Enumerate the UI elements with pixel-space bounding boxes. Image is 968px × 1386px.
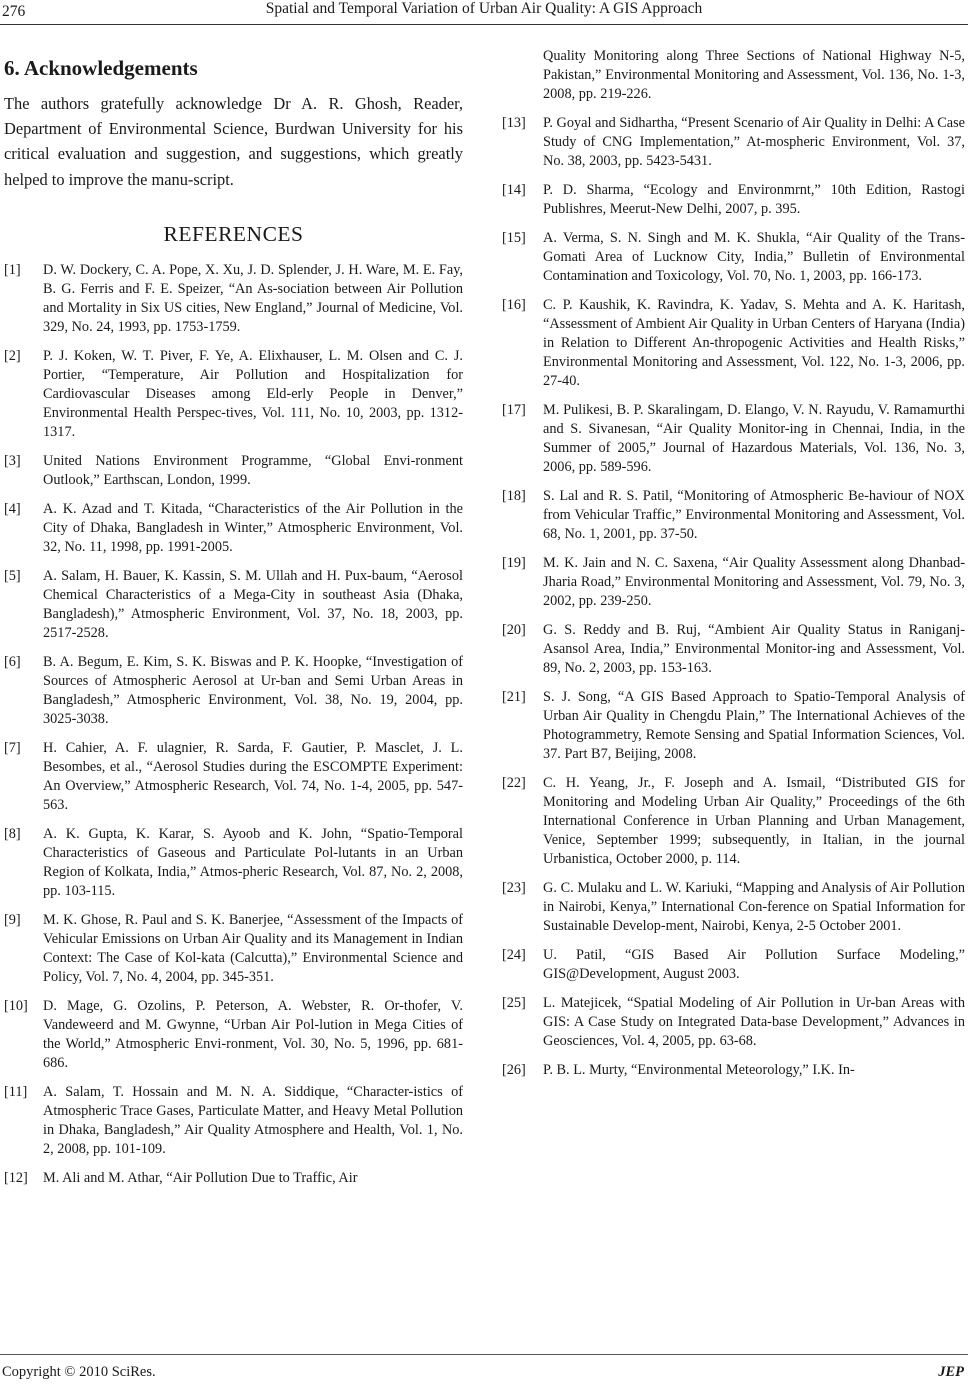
reference-number: [6]	[4, 653, 21, 670]
reference-item	[4, 567, 463, 643]
reference-number: [15]	[502, 230, 526, 246]
footer-journal: JEP	[938, 1364, 964, 1380]
reference-text: M. K. Ghose, R. Paul and S. K. Banerjee, “Assessment of the Impacts of Vehicular Emissions on Urban Air Quality and its Management in Indian Context: The Case of Kol-kata (Calcutta),” Environmental Science and Policy, Vol. 7, No. 4, 2004, pp. 345-351.	[43, 911, 463, 985]
reference-number: [23]	[502, 880, 526, 896]
reference-item	[4, 261, 463, 337]
reference-number: [7]	[4, 739, 21, 756]
reference-item	[502, 554, 965, 611]
reference-text: P. J. Koken, W. T. Piver, F. Ye, A. Elixhauser, L. M. Olsen and C. J. Portier, “Temperature, Air Pollution and Hospitalization for Cardiovascular Diseases among Eld-erly People in Denver,” Environmental Health Perspec-tives, Vol. 111, No. 10, 2003, pp. 1312-1317.	[43, 347, 463, 440]
reference-item	[502, 229, 965, 286]
reference-number: [9]	[4, 911, 21, 928]
reference-text: A. Verma, S. N. Singh and M. K. Shukla, “Air Quality of the Trans-Gomati Area of Lucknow City, India,” Bulletin of Environmental Contamination and Toxicology, Vol. 70, No. 1, 2003, pp. 166-173.	[543, 230, 965, 284]
references-title: REFERENCES	[163, 221, 304, 246]
reference-text: M. Pulikesi, B. P. Skaralingam, D. Elango, V. N. Rayudu, V. Ramamurthi and S. Sivanesan, “Air Quality Monitor-ing in Chennai, India, in the Summer of 2005,” Journal of Hazardous Materials, Vol. 136, No. 3, 2006, pp. 589-596.	[543, 402, 965, 475]
reference-item	[502, 296, 965, 391]
reference-text: L. Matejicek, “Spatial Modeling of Air Pollution in Ur-ban Areas with GIS: A Case Study on Integrated Data-base Development,” Advances in Geosciences, Vol. 4, 2005, pp. 63-68.	[543, 995, 965, 1049]
reference-item	[502, 946, 965, 984]
reference-text: B. A. Begum, E. Kim, S. K. Biswas and P. K. Hoopke, “Investigation of Sources of Atmospheric Aerosol at Ur-ban and Semi Urban Areas in Bangladesh,” Atmospheric Environment, Vol. 38, No. 19, 2004, pp. 3025-3038.	[43, 653, 463, 727]
reference-text: A. Salam, T. Hossain and M. N. A. Siddique, “Character-istics of Atmospheric Trace Gases, Particulate Matter, and Heavy Metal Pollution in Dhaka, Bangladesh,” Air Quality Atmosphere and Health, Vol. 1, No. 2, 2008, pp. 101-109.	[43, 1083, 463, 1157]
reference-item	[4, 1083, 463, 1159]
reference-item	[502, 114, 965, 171]
reference-text: C. P. Kaushik, K. Ravindra, K. Yadav, S. Mehta and A. K. Haritash, “Assessment of Ambient Air Quality in Urban Centers of Haryana (India) in Relation to Different An-thropogenic Activities and Health Risks,” Environmental Monitoring and Assessment, Vol. 122, No. 1-3, 2006, pp. 27-40.	[543, 297, 965, 389]
reference-text: S. Lal and R. S. Patil, “Monitoring of Atmospheric Be-haviour of NOX from Vehicular Traffic,” Environmental Monitoring and Assessment, Vol. 68, No. 1, 2001, pp. 37-50.	[543, 488, 965, 542]
reference-item	[502, 994, 965, 1051]
reference-number: [17]	[502, 402, 526, 418]
reference-item	[502, 401, 965, 477]
reference-number: [18]	[502, 488, 526, 504]
reference-item	[502, 774, 965, 869]
reference-text: United Nations Environment Programme, “Global Envi-ronment Outlook,” Earthscan, London, 1999.	[43, 452, 463, 488]
footer-rule	[0, 1354, 968, 1355]
left-column	[4, 56, 463, 1198]
reference-item	[4, 500, 463, 557]
reference-item	[502, 621, 965, 678]
reference-number: [16]	[502, 297, 526, 313]
reference-text: U. Patil, “GIS Based Air Pollution Surface Modeling,” GIS@Development, August 2003.	[543, 947, 965, 982]
reference-continuation: Quality Monitoring along Three Sections of National Highway N-5, Pakistan,” Environmental Monitoring and Assessment, Vol. 136, No. 1-3, 2008, pp. 219-226.	[543, 48, 965, 102]
footer-copyright: Copyright © 2010 SciRes.	[2, 1364, 156, 1380]
reference-text: A. K. Gupta, K. Karar, S. Ayoob and K. John, “Spatio-Temporal Characteristics of Gaseous and Particulate Pol-lutants in an Urban Region of Kolkata, India,” Atmos-pheric Research, Vol. 87, No. 2, 2008, pp. 103-115.	[43, 825, 463, 899]
acknowledgements-heading: 6. Acknowledgements	[4, 56, 198, 80]
reference-text: M. Ali and M. Athar, “Air Pollution Due to Traffic, Air	[43, 1169, 358, 1186]
reference-text: H. Cahier, A. F. ulagnier, R. Sarda, F. Gautier, P. Masclet, J. L. Besombes, et al., “Aerosol Studies during the ESCOMPTE Experiment: An Overview,” Atmospheric Research, Vol. 74, No. 1-4, 2005, pp. 547-563.	[43, 739, 463, 813]
header-rule	[0, 24, 968, 25]
reference-number: [19]	[502, 555, 526, 571]
reference-text: S. J. Song, “A GIS Based Approach to Spatio-Temporal Analysis of Urban Air Quality in Chengdu Plain,” The International Achieves of the Photogrammetry, Remote Sensing and Spatial Information Sciences, Vol. 37. Part B7, Beijing, 2008.	[543, 689, 965, 762]
reference-item	[502, 1061, 965, 1080]
reference-number: [3]	[4, 452, 21, 469]
reference-number: [13]	[502, 115, 526, 131]
reference-number: [11]	[4, 1083, 28, 1100]
reference-text: A. K. Azad and T. Kitada, “Characteristics of the Air Pollution in the City of Dhaka, Bangladesh in Winter,” Atmospheric Environment, Vol. 32, No. 11, 1998, pp. 1991-2005.	[43, 500, 463, 555]
acknowledgements-text: The authors gratefully acknowledge Dr A. R. Ghosh, Reader, Department of Environmental Science, Burdwan University for his critical evaluation and suggestion, and suggestions, which greatly helped to improve the manu-script.	[4, 94, 463, 189]
reference-text: M. K. Jain and N. C. Saxena, “Air Quality Assessment along Dhanbad-Jharia Road,” Environmental Monitoring and Assessment, Vol. 79, No. 3, 2002, pp. 239-250.	[543, 555, 965, 609]
reference-text: D. Mage, G. Ozolins, P. Peterson, A. Webster, R. Or-thofer, V. Vandeweerd and M. Gwynne, “Urban Air Pol-lution in Mega Cities of the World,” Atmospheric Envi-ronment, Vol. 30, No. 5, 1996, pp. 681-686.	[43, 997, 463, 1071]
reference-item	[502, 181, 965, 219]
reference-text: C. H. Yeang, Jr., F. Joseph and A. Ismail, “Distributed GIS for Monitoring and Modeling Urban Air Quality,” Proceedings of the 6th International Conference in Urban Planning and Urban Management, Venice, September 1999; subsequently, in Italian, in the journal Urbanistica, October 2000, p. 114.	[543, 775, 965, 867]
running-title: Spatial and Temporal Variation of Urban Air Quality: A GIS Approach	[265, 0, 703, 17]
reference-number: [22]	[502, 775, 526, 791]
reference-item	[4, 653, 463, 729]
reference-item	[4, 452, 463, 490]
reference-number: [24]	[502, 947, 526, 963]
reference-text: G. C. Mulaku and L. W. Kariuki, “Mapping and Analysis of Air Pollution in Nairobi, Kenya,” International Con-ference on Spatial Information for Sustainable Develop-ment, Nairobi, Kenya, 2-5 October 2001.	[543, 880, 965, 934]
reference-item	[4, 997, 463, 1073]
reference-text: A. Salam, H. Bauer, K. Kassin, S. M. Ullah and H. Pux-baum, “Aerosol Chemical Characteristics of a Mega-City in southeast Asia (Dhaka, Bangladesh),” Atmospheric Environment, Vol. 37, No. 18, 2003, pp. 2517-2528.	[43, 567, 463, 641]
reference-number: [4]	[4, 500, 21, 517]
reference-number: [5]	[4, 567, 21, 584]
reference-item	[502, 688, 965, 764]
reference-number: [26]	[502, 1062, 526, 1078]
reference-number: [2]	[4, 347, 21, 364]
reference-number: [21]	[502, 689, 526, 705]
reference-text: G. S. Reddy and B. Ruj, “Ambient Air Quality Status in Raniganj-Asansol Area, India,” Environmental Monitor-ing and Assessment, Vol. 89, No. 2, 2003, pp. 153-163.	[543, 622, 965, 676]
reference-number: [12]	[4, 1169, 28, 1186]
reference-text: P. Goyal and Sidhartha, “Present Scenario of Air Quality in Delhi: A Case Study of CNG Implementation,” At-mospheric Environment, Vol. 37, No. 38, 2003, pp. 5423-5431.	[543, 115, 965, 169]
reference-item	[4, 347, 463, 442]
reference-item	[4, 739, 463, 815]
reference-item	[4, 1169, 463, 1188]
reference-item	[502, 879, 965, 936]
reference-text: P. D. Sharma, “Ecology and Environmrnt,” 10th Edition, Rastogi Publishres, Meerut-New Delhi, 2007, p. 395.	[543, 182, 965, 217]
reference-number: [1]	[4, 261, 21, 278]
right-column	[502, 47, 965, 1090]
reference-text: D. W. Dockery, C. A. Pope, X. Xu, J. D. Splender, J. H. Ware, M. E. Fay, B. G. Ferris and F. E. Speizer, “An As-sociation between Air Pollution and Mortality in Six US cities, New England,” Journal of Medicine, Vol. 329, No. 24, 1993, pp. 1753-1759.	[43, 261, 463, 335]
reference-number: [20]	[502, 622, 526, 638]
reference-item	[502, 487, 965, 544]
page-number: 276	[2, 3, 26, 20]
reference-number: [14]	[502, 182, 526, 198]
reference-number: [10]	[4, 997, 28, 1014]
reference-number: [25]	[502, 995, 526, 1011]
reference-item	[4, 911, 463, 987]
reference-item	[4, 825, 463, 901]
reference-text: P. B. L. Murty, “Environmental Meteorology,” I.K. In-	[543, 1062, 855, 1078]
reference-number: [8]	[4, 825, 21, 842]
